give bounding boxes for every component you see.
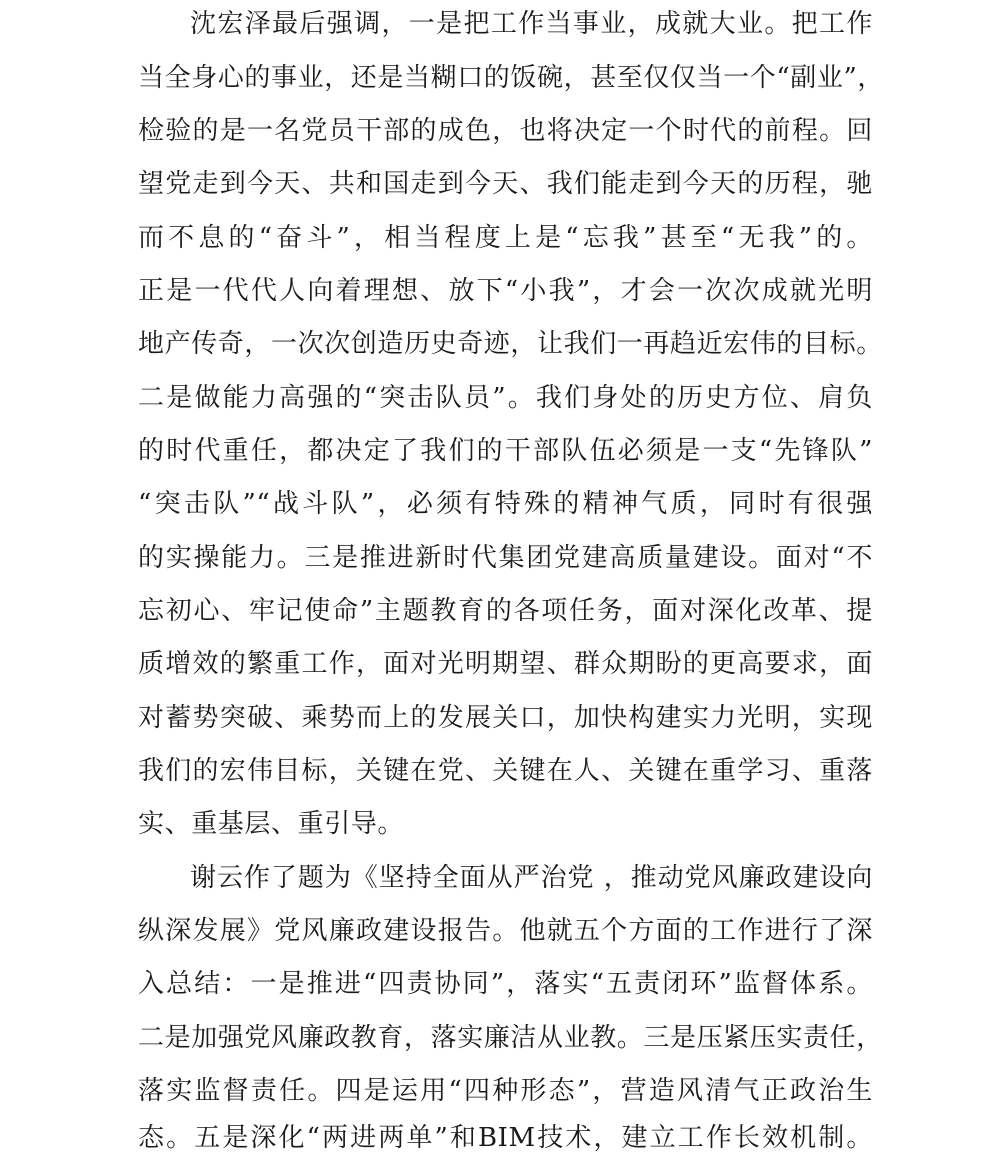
paragraph-1-line-10: “突击队”“战斗队”，必须有特殊的精神气质，同时有很强 [138, 489, 873, 519]
paragraph-2-line-3: 入总结：一是推进“四责协同”，落实“五责闭环”监督体系。 [138, 969, 873, 999]
paragraph-1-line-4: 望党走到今天、共和国走到今天、我们能走到今天的历程，驰 [138, 169, 873, 199]
paragraph-1-line-8: 二是做能力高强的“突击队员”。我们身处的历史方位、肩负 [138, 383, 873, 413]
paragraph-1-line-2: 当全身心的事业，还是当糊口的饭碗，甚至仅仅当一个“副业”， [138, 63, 884, 93]
paragraph-2-line-6: 态。五是深化“两进两单”和BIM技术，建立工作长效机制。 [138, 1123, 873, 1153]
paragraph-1-line-15: 我们的宏伟目标，关键在党、关键在人、关键在重学习、重落 [138, 756, 873, 786]
paragraph-1-line-11: 的实操能力。三是推进新时代集团党建高质量建设。面对“不 [138, 543, 873, 573]
paragraph-2-line-2: 纵深发展》党风廉政建设报告。他就五个方面的工作进行了深 [138, 916, 873, 946]
paragraph-1-line-7: 地产传奇，一次次创造历史奇迹，让我们一再趋近宏伟的目标。 [138, 329, 883, 359]
paragraph-2-line-5: 落实监督责任。四是运用“四种形态”，营造风清气正政治生 [138, 1076, 873, 1106]
paragraph-1-line-13: 质增效的繁重工作，面对光明期望、群众期盼的更高要求，面 [138, 649, 873, 679]
paragraph-1-line-3: 检验的是一名党员干部的成色，也将决定一个时代的前程。回 [138, 116, 873, 146]
paragraph-1-line-16: 实、重基层、重引导。 [138, 809, 405, 839]
paragraph-1-line-14: 对蓄势突破、乘势而上的发展关口，加快构建实力光明，实现 [138, 703, 873, 733]
paragraph-1-line-12: 忘初心、牢记使命”主题教育的各项任务，面对深化改革、提 [138, 596, 873, 626]
paragraph-1-line-5: 而不息的“奋斗”，相当程度上是“忘我”甚至“无我”的。 [138, 223, 873, 253]
paragraph-1-line-9: 的时代重任，都决定了我们的干部队伍必须是一支“先锋队” [138, 436, 873, 466]
paragraph-1-line-1: 沈宏泽最后强调，一是把工作当事业，成就大业。把工作 [190, 9, 873, 39]
paragraph-2-line-4: 二是加强党风廉政教育，落实廉洁从业教。三是压紧压实责任， [138, 1023, 883, 1053]
paragraph-2-line-1: 谢云作了题为《坚持全面从严治党 ，推动党风廉政建设向 [190, 863, 873, 893]
paragraph-1-line-6: 正是一代代人向着理想、放下“小我”，才会一次次成就光明 [138, 276, 873, 306]
